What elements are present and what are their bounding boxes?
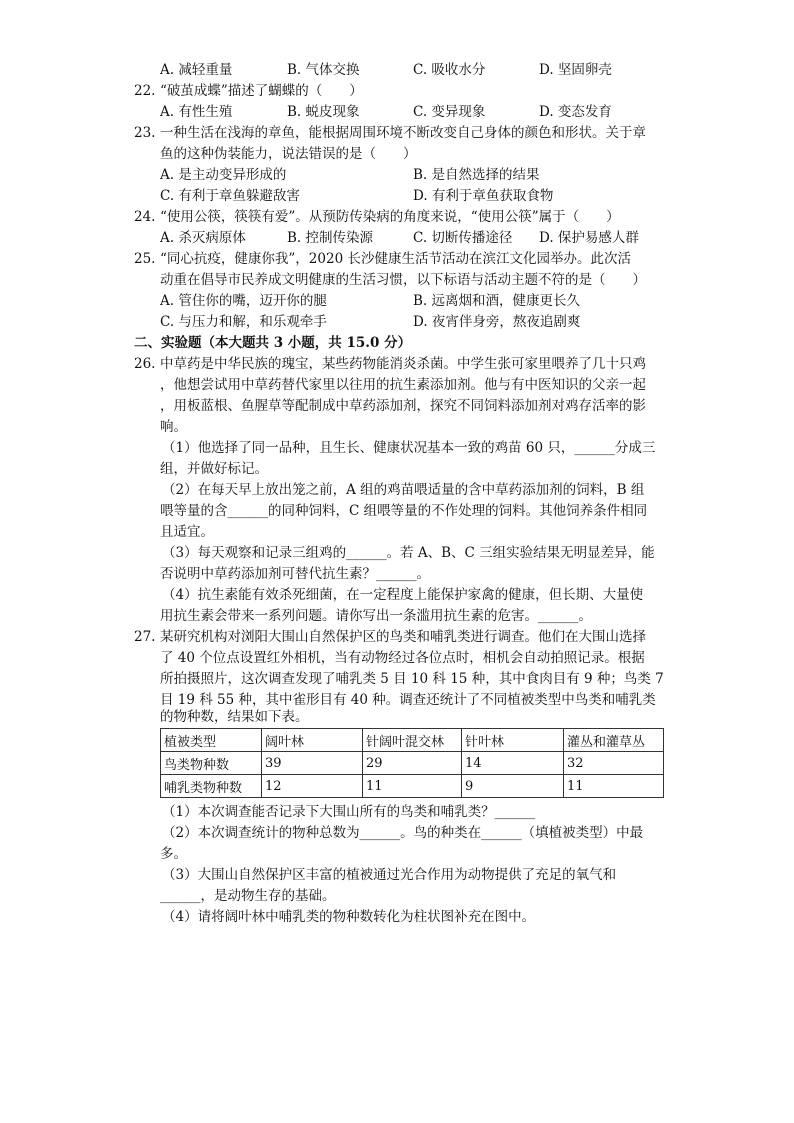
section-heading: 二、实验题（本大题共 3 小题，共 15.0 分）	[134, 335, 412, 351]
table-cell: 11	[564, 775, 664, 798]
q21-option-b: B. 气体交换	[287, 62, 360, 78]
q23-option-b: B. 是自然选择的结果	[413, 167, 540, 183]
q23-option-d: D. 有利于章鱼获取食物	[413, 188, 554, 204]
q26-line: 中草药是中华民族的瑰宝，某些药物能消炎杀菌。中学生张可家里喂养了几十只鸡	[160, 356, 646, 372]
q23-option-a: A. 是主动变异形成的	[160, 167, 287, 183]
q26-line: 响。	[160, 419, 187, 435]
q24-option-d: D. 保护易感人群	[539, 230, 639, 246]
q26-line: 否说明中草药添加剂可替代抗生素？______。	[160, 566, 430, 582]
q24-option-a: A. 杀灭病原体	[160, 230, 246, 246]
table-cell: 32	[564, 752, 664, 775]
q27-sub-line: （2）本次调查统计的物种总数为______。鸟的种类在______（填植被类型）中最	[162, 825, 644, 841]
q27-line: 了 40 个位点设置红外相机，当有动物经过各位点时，相机会自动拍照记录。根据	[160, 650, 645, 666]
q26-line: ，用板蓝根、鱼腥草等配制成中草药添加剂，探究不同饲料添加剂对鸡存活率的影	[160, 398, 646, 414]
q27-number: 27.	[134, 629, 156, 645]
table-cell: 14	[462, 752, 564, 775]
q24-option-c: C. 切断传播途径	[413, 230, 513, 246]
table-header-cell: 针叶林	[462, 729, 564, 752]
q23-option-c: C. 有利于章鱼躲避敌害	[160, 188, 300, 204]
q25-option-c: C. 与压力和解，和乐观牵手	[160, 314, 327, 330]
q21-option-a: A. 减轻重量	[160, 62, 233, 78]
q22-number: 22.	[134, 83, 156, 99]
q22-option-b: B. 蜕皮现象	[287, 104, 360, 120]
q22-option-a: A. 有性生殖	[160, 104, 233, 120]
table-cell: 哺乳类物种数	[161, 775, 262, 798]
table-header-cell: 针阔叶混交林	[363, 729, 462, 752]
q24-number: 24.	[134, 209, 156, 225]
q22-stem: “破茧成蝶”描述了蝴蝶的（ ）	[160, 83, 363, 99]
table-row	[161, 752, 664, 775]
table-cell: 9	[462, 775, 564, 798]
q26-line: （2）在每天早上放出笼之前，A 组的鸡苗喂适量的含中草药添加剂的饲料，B 组	[162, 482, 645, 498]
q27-sub-line: ______，是动物生存的基础。	[160, 888, 336, 904]
q26-line: ，他想尝试用中草药替代家里以往用的抗生素添加剂。他与有中医知识的父亲一起	[160, 377, 646, 393]
q26-line: （4）抗生素能有效杀死细菌，在一定程度上能保护家禽的健康，但长期、大量使	[162, 587, 644, 603]
q27-line: 所拍摄照片，这次调查发现了哺乳类 5 目 10 科 15 种，其中食肉目有 9 种；鸟类 7	[160, 671, 664, 687]
table-cell: 12	[262, 775, 363, 798]
q26-number: 26.	[134, 356, 156, 372]
q23-stem-line: 鱼的这种伪装能力，说法错误的是（ ）	[160, 146, 417, 162]
q22-option-c: C. 变异现象	[413, 104, 486, 120]
q27-sub-line: （3）大围山自然保护区丰富的植被通过光合作用为动物提供了充足的氧气和	[162, 867, 617, 883]
q26-line: 组，并做好标记。	[160, 461, 268, 477]
q27-sub-line: （4）请将阔叶林中哺乳类的物种数转化为柱状图补充在图中。	[162, 909, 536, 925]
q22-option-d: D. 变态发育	[539, 104, 612, 120]
q25-stem-line: 动重在倡导市民养成文明健康的生活习惯，以下标语与活动主题不符的是（ ）	[160, 272, 646, 288]
table-cell: 鸟类物种数	[161, 752, 262, 775]
table-header-cell: 灌丛和灌草丛	[564, 729, 664, 752]
q27-line: 目 19 科 55 种，其中雀形目有 40 种。调查还统计了不同植被类型中鸟类和哺乳类	[160, 692, 656, 708]
q26-line: 且适宜。	[160, 524, 214, 540]
table-header-cell: 阔叶林	[262, 729, 363, 752]
q25-option-b: B. 远离烟和酒，健康更长久	[413, 293, 581, 309]
q25-option-d: D. 夜宵伴身旁，熬夜追剧爽	[413, 314, 581, 330]
table-cell: 39	[262, 752, 363, 775]
q21-option-c: C. 吸收水分	[413, 62, 486, 78]
survey-table	[160, 728, 664, 798]
q27-sub-line: 多。	[160, 846, 187, 862]
table-header-row	[161, 729, 664, 752]
q26-line: 喂等量的含______的同种饲料，C 组喂等量的不作处理的饲料。其他饲养条件相同	[160, 503, 648, 519]
q25-option-a: A. 管住你的嘴，迈开你的腿	[160, 293, 327, 309]
table-header-cell: 植被类型	[161, 729, 262, 752]
q24-option-b: B. 控制传染源	[287, 230, 374, 246]
q27-line: 某研究机构对浏阳大围山自然保护区的鸟类和哺乳类进行调查。他们在大围山选择	[160, 629, 646, 645]
q25-stem-line: “同心抗疫，健康你我”，2020 长沙健康生活节活动在滨江文化园举办。此次活	[160, 251, 631, 267]
q27-line: 的物种数，结果如下表。	[160, 709, 309, 725]
q26-line: （1）他选择了同一品种，且生长、健康状况基本一致的鸡苗 60 只，______分成三	[162, 440, 656, 456]
q26-line: （3）每天观察和记录三组鸡的______。若 A、B、C 三组实验结果无明显差异，能	[162, 545, 655, 561]
q23-stem-line: 一种生活在浅海的章鱼，能根据周围环境不断改变自己身体的颜色和形状。关于章	[160, 125, 646, 141]
q23-number: 23.	[134, 125, 156, 141]
table-cell: 29	[363, 752, 462, 775]
q21-option-d: D. 坚固卵壳	[539, 62, 612, 78]
q25-number: 25.	[134, 251, 156, 267]
q27-sub-line: （1）本次调查能否记录下大围山所有的鸟类和哺乳类？______	[162, 804, 536, 820]
q26-line: 用抗生素会带来一系列问题。请你写出一条滥用抗生素的危害。______。	[160, 608, 592, 624]
table-row	[161, 775, 664, 798]
q24-stem: “使用公筷，筷筷有爱”。从预防传染病的角度来说，“使用公筷”属于（ ）	[160, 209, 620, 225]
table-cell: 11	[363, 775, 462, 798]
